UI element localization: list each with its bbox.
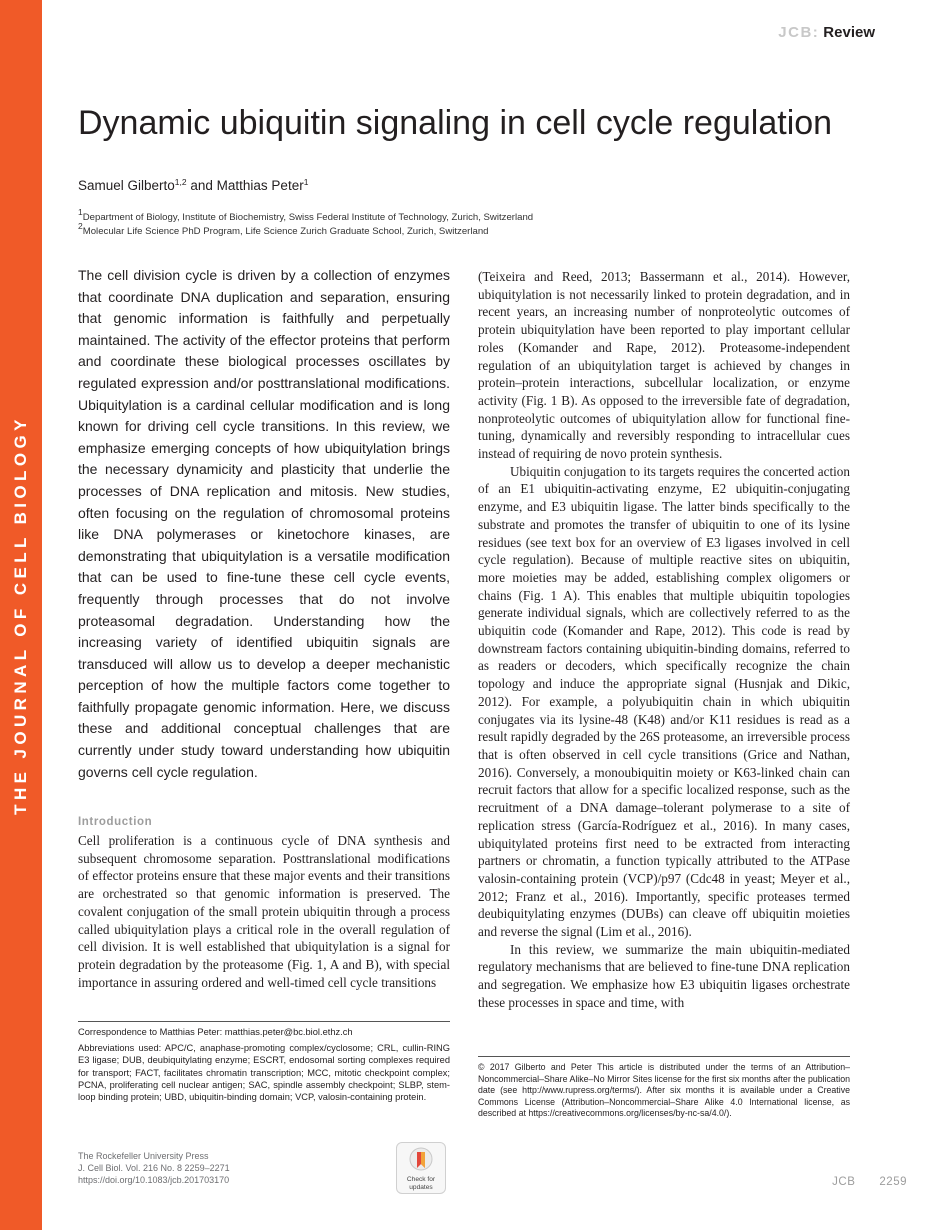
citation-info: J. Cell Biol. Vol. 216 No. 8 2259–2271 [78,1163,230,1173]
page-footer [832,1176,907,1188]
author-conjunction: and [186,178,217,193]
author-affiliation-mark: 1 [303,177,309,187]
body-paragraph: In this review, we summarize the main ubiquitin-mediated regulatory mechanisms that are believed to fine-tune DNA replication and segregation. We emphasize how E3 ubiquitin ligases orchestrate these processes in space and time, with [478,941,850,1010]
badge-label-line2: updates [409,1184,433,1191]
journal-sidebar [0,0,42,1230]
journal-name: THE JOURNAL OF CELL BIOLOGY [11,415,30,815]
affiliation-text: Department of Biology, Institute of Biochemistry, Swiss Federal Institute of Technology, Zurich, Switzerland [82,212,534,223]
author-affiliation-mark: 1,2 [174,177,187,187]
header-brand [778,24,875,41]
license-statement: © 2017 Gilberto and Peter This article is distributed under the terms of an Attribution–Noncommercial–Share Alike–No Mirror Sites license for the first six months after the publication date (see http://www.rupress.org/terms/). After six months it is available under a Creative Commons License (Attribution–Noncommercial–Share Alike 4.0 International license, as described at https://creativecommons.org/licenses/by-nc-sa/4.0/). [478,1062,850,1119]
footer-journal: JCB [832,1176,856,1188]
affiliation-line [78,207,534,225]
affiliation-number: 2 [78,221,83,231]
doi-link[interactable]: https://doi.org/10.1083/jcb.201703170 [78,1175,230,1185]
publisher-name: The Rockefeller University Press [78,1151,209,1161]
abbreviations-note: Abbreviations used: APC/C, anaphase-promoting complex/cyclosome; CRL, cullin-RING E3 ligase; DUB, deubiquitylating enzyme; ESCRT, endosomal sorting complexes required for transport; FACT, facilitates chromatin transcription; MCC, mitotic checkpoint complex; PCNA, proliferating cell nuclear antigen; SAC, spindle assembly checkpoint; SLBP, stem-loop binding protein; UBD, ubiquitin-binding domain; VCP, valosin-containing protein. [78,1043,450,1103]
author-name: Samuel Gilberto [78,178,175,193]
license-divider [478,1056,850,1057]
right-column [478,268,850,1012]
introduction-paragraph: Cell proliferation is a continuous cycle of DNA synthesis and subsequent chromosome separation. Posttranslational modifications of effector proteins ensure that these major events and their transitions are orchestrated so that genomic information is preserved. The covalent conjugation of the small protein ubiquitin through a process called ubiquitylation plays a critical role in the overall regulation of cell division. It is well established that ubiquitylation is a signal for protein degradation by the proteasome (Fig. 1, A and B), with special importance in assuring ordered and well-timed cell cycle transitions [78,833,450,990]
body-paragraph: (Teixeira and Reed, 2013; Bassermann et al., 2014). However, ubiquitylation is not necessarily linked to protein degradation, and in recent years, an increasing number of nonproteolytic outcomes of protein ubiquitylation have been reported to play important cellular roles (Komander and Rape, 2012). Proteasome-independent regulation of an ubiquitylation target is achieved by changes in protein–protein interactions, subcellular localization, or enzyme activity (Fig. 1 B). As opposed to the irreversible fate of degradation, nonproteolytic outcomes of ubiquitylation allow for functional fine-tuning, dynamically and reversibly responding to intracellular cues instead of requiring de novo protein synthesis. [478,269,850,462]
jcb-logo-text: JCB: [778,24,820,41]
article-title: Dynamic ubiquitin signaling in cell cycle regulation [78,104,833,142]
bookmark-icon [409,1147,433,1175]
publisher-info [78,1150,230,1186]
affiliation-line [78,221,533,239]
section-heading-introduction: Introduction [78,816,153,828]
affiliation-number: 1 [78,207,83,217]
affiliations [78,207,534,239]
body-paragraph: Ubiquitin conjugation to its targets requires the concerted action of an E1 ubiquitin-activating enzyme, E2 ubiquitin-conjugating enzyme, and E3 ubiquitin ligase. The latter binds specifically to the substrate and promotes the transfer of ubiquitin to one of its lysine residues (see text box for an overview of E3 ligases involved in cell cycle regulation). Because of multiple reactive sites on ubiquitin, more moieties may be added, establishing complex oligomers or chains (Fig. 1 A). This enables that multiple ubiquitin topologies generate individual signals, which are collectively referred to as the ubiquitin code (Komander and Rape, 2012). This code is read by downstream factors containing ubiquitin-binding domains, referred to as readers or decoders, which specifically recognize the chain topology and induce the appropriate signal (Husnjak and Dikic, 2012). For example, a polyubiquitin chain in which ubiquitin conjugates via its lysine-48 (K48) and/or K11 residues is read as a result rapidly degraded by the 26S proteasome, an irreversible process that is often observed in cell cycle transitions (Grice and Nathan, 2016). Conversely, a monoubiquitin moiety or K63-linked chain can recruit factors that allow for a specific localized response, such as the recruitment of a DNA damage–tolerant polymerase to a site of replication stress (García-Rodríguez et al., 2016). In many cases, ubiquitylated proteins first need to be extracted from interacting partners or chromatin, a function typically attributed to the ATPase valosin-containing protein (VCP)/p97 (Cdc48 in yeast; Meyer et al., 2012; Franz et al., 2016). Importantly, specific proteases termed deubiquitylating enzymes (DUBs) can cleave off ubiquitin moieties and reverse the signal (Lim et al., 2016). [478,463,850,940]
footnote-divider [78,1021,450,1022]
section-label: Review [823,24,875,41]
badge-label-line1: Check for [406,1176,436,1183]
author-list [78,178,308,193]
footnotes [78,1026,450,1107]
check-for-updates-badge[interactable] [396,1142,446,1194]
abstract: The cell division cycle is driven by a collection of enzymes that coordinate DNA duplication and separation, ensuring that genomic information is faithfully and perpetually maintained. The activity of the effector proteins that perform and coordinate these biological processes oscillates by regulated expression and/or posttranslational modifications. Ubiquitylation is a cardinal cellular modification and is long known for driving cell cycle transitions. In this review, we emphasize emerging concepts of how ubiquitylation brings the necessary dynamicity and plasticity that underlie the processes of DNA replication and mitosis. New studies, often focusing on the regulation of chromosomal proteins like DNA polymerases or kinetochore kinases, are demonstrating that ubiquitylation is a versatile modification that can be used to fine-tune these cell cycle events, frequently through processes that do not involve proteasomal degradation. Understanding how the increasing variety of identified ubiquitin signals are transduced will allow us to develop a deeper mechanistic perception of how the multiple factors come together to faithfully propagate genomic information. Here, we discuss these and additional conceptual challenges that are currently under study toward understanding how ubiquitin governs cell cycle regulation. [78,267,450,780]
page-number: 2259 [879,1176,907,1188]
author-name: Matthias Peter [216,178,304,193]
affiliation-text: Molecular Life Science PhD Program, Life Science Zurich Graduate School, Zurich, Switzerland [82,226,489,237]
correspondence-note: Correspondence to Matthias Peter: matthias.peter@bc.biol.ethz.ch [78,1027,353,1037]
